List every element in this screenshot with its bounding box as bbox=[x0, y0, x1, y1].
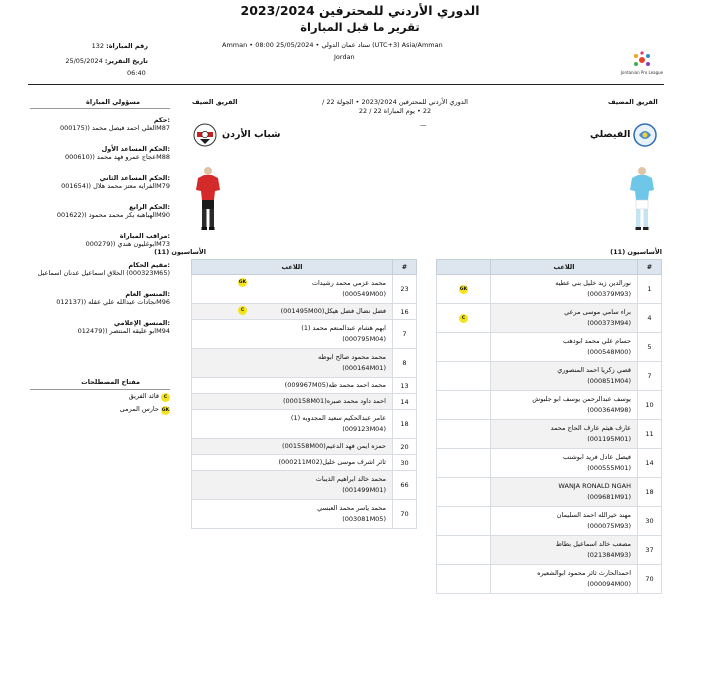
official-role: الحكم الرابع: bbox=[129, 203, 170, 211]
away-label: الفريق الضيف bbox=[192, 98, 238, 106]
player-row bbox=[192, 349, 417, 378]
player-name-cell bbox=[491, 391, 638, 420]
player-number: 14 bbox=[638, 449, 662, 478]
player-number: 37 bbox=[638, 536, 662, 565]
player-name: محمد ياسر محمد العبسي bbox=[317, 504, 386, 512]
player-name: حسام علي محمد ابوذهب bbox=[563, 337, 631, 345]
legend-item-goalkeeper bbox=[100, 405, 170, 418]
player-row bbox=[437, 536, 662, 565]
away-num-col-header: # bbox=[393, 260, 417, 275]
player-row bbox=[437, 391, 662, 420]
player-name-cell bbox=[491, 565, 638, 594]
away-roster-header bbox=[192, 260, 417, 275]
player-code: (000364M98) bbox=[587, 406, 631, 414]
player-name: فضل نضال فضل هيكل(001495M00) bbox=[280, 307, 386, 315]
player-code: (001499M01) bbox=[342, 486, 386, 494]
player-row bbox=[192, 320, 417, 349]
player-name: محمد احمد محمد طه(009967M05) bbox=[284, 381, 386, 389]
league-logo-text: Jordanian Pro League bbox=[620, 70, 664, 75]
report-time: 06:40 bbox=[127, 69, 146, 77]
report-title: الدوري الأردني للمحترفين 2023/2024 bbox=[240, 3, 480, 18]
official-item bbox=[30, 116, 170, 145]
official-name: العلي احمد فيصل محمد ((000175M87 bbox=[59, 124, 170, 132]
home-crest-icon bbox=[632, 123, 658, 147]
player-number: 16 bbox=[393, 304, 417, 320]
player-row bbox=[192, 410, 417, 439]
league-logo bbox=[620, 50, 664, 84]
legend-label-captain: قائد الفريق bbox=[128, 392, 159, 400]
player-number: 14 bbox=[393, 394, 417, 410]
legend-title: مفتاح المصطلحات bbox=[81, 378, 140, 386]
home-roster-header bbox=[437, 260, 662, 275]
player-name-cell bbox=[491, 420, 638, 449]
player-row bbox=[437, 507, 662, 536]
report-date-label: تاريخ التقرير: bbox=[104, 57, 148, 65]
player-badge-cell bbox=[437, 565, 491, 594]
player-badge-cell bbox=[437, 507, 491, 536]
player-row bbox=[192, 439, 417, 455]
player-number: 11 bbox=[638, 420, 662, 449]
player-name: محمد خالد ابراهيم الذيبات bbox=[315, 475, 386, 483]
player-number: 13 bbox=[393, 378, 417, 394]
away-crest-icon bbox=[193, 123, 217, 147]
official-role: الحكم المساعد الأول: bbox=[101, 145, 170, 153]
competition-line: الدوري الأردني للمحترفين 2023/2024 • الجولة 22 / 22 • يوم المباراة 22 / 22 bbox=[322, 98, 468, 115]
player-name-cell bbox=[192, 320, 393, 349]
player-row bbox=[192, 378, 417, 394]
player-name-cell bbox=[192, 349, 393, 378]
player-row bbox=[192, 500, 417, 529]
player-code: (000555M01) bbox=[587, 464, 631, 472]
player-badge-cell bbox=[437, 391, 491, 420]
player-row bbox=[437, 275, 662, 304]
player-name: قصي زكريا احمد المنصوري bbox=[557, 366, 631, 374]
player-name: احمد داود محمد صبره(000158M01) bbox=[282, 397, 386, 405]
player-name: ثائر اشرف موسى خليل(000211M02) bbox=[278, 458, 386, 466]
home-kit-icon bbox=[628, 166, 656, 234]
official-role: المنسق الإعلامي: bbox=[113, 319, 170, 327]
official-item bbox=[30, 290, 170, 319]
captain-badge: C bbox=[161, 393, 170, 402]
player-name-cell bbox=[491, 478, 638, 507]
kickoff: 25/05/2024 08:00 (UTC+3) Asia/Amman bbox=[255, 41, 443, 49]
player-badge-cell bbox=[437, 420, 491, 449]
home-team-name: الفيصلي bbox=[590, 129, 631, 140]
home-player-col-header: اللاعب bbox=[491, 260, 638, 275]
official-role: حكم: bbox=[153, 116, 170, 124]
player-name-cell bbox=[192, 500, 393, 529]
venue: ستاد عمان الدولي bbox=[321, 41, 371, 49]
player-number: 18 bbox=[638, 478, 662, 507]
official-role: المنسق العام: bbox=[125, 290, 170, 298]
official-name: نجادات عبدالله علي عقله ((012137M96 bbox=[56, 298, 170, 306]
player-row bbox=[192, 455, 417, 471]
officials-divider bbox=[30, 108, 170, 109]
player-code: (001195M01) bbox=[587, 435, 631, 443]
player-name: يوسف عبدالرحمن يوسف ابو جلبوش bbox=[532, 395, 631, 403]
player-badge-cell bbox=[437, 304, 491, 333]
player-row bbox=[437, 304, 662, 333]
player-name-cell bbox=[491, 449, 638, 478]
player-code: (021384M93) bbox=[587, 551, 631, 559]
header-divider bbox=[28, 84, 664, 85]
player-row bbox=[437, 478, 662, 507]
player-number: 30 bbox=[638, 507, 662, 536]
player-row bbox=[437, 333, 662, 362]
goalkeeper-badge: GK bbox=[459, 287, 468, 292]
player-code: (009123M04) bbox=[342, 425, 386, 433]
player-name: فيصل عادل فريد ابوشنب bbox=[563, 453, 631, 461]
home-lineup-label: الأساسيون (11) bbox=[610, 248, 662, 256]
player-row bbox=[192, 471, 417, 500]
away-lineup-label: الأساسيون (11) bbox=[154, 248, 206, 256]
away-roster-table bbox=[191, 259, 417, 529]
city: Amman bbox=[222, 41, 248, 49]
report-date-row bbox=[40, 57, 148, 65]
player-number: 10 bbox=[638, 391, 662, 420]
match-number-row bbox=[40, 42, 148, 50]
player-name-cell bbox=[192, 378, 393, 394]
player-code: (000549M00) bbox=[342, 290, 386, 298]
player-row bbox=[437, 565, 662, 594]
legend-item-captain bbox=[100, 392, 170, 405]
home-label: الفريق المضيف bbox=[608, 98, 658, 106]
away-team-name: شباب الأردن bbox=[222, 129, 281, 140]
player-code: (000373M94) bbox=[587, 319, 631, 327]
player-name: عارف هيثم عارف الحاج محمد bbox=[550, 424, 631, 432]
player-number: 70 bbox=[638, 565, 662, 594]
player-name: عامر عبدالحكيم سعيد المجدوبه (1) bbox=[290, 414, 386, 422]
report-date: 25/05/2024 bbox=[65, 57, 103, 65]
legend-divider bbox=[30, 389, 170, 390]
home-num-col-header: # bbox=[638, 260, 662, 275]
player-badge-cell bbox=[437, 536, 491, 565]
player-name-cell bbox=[491, 362, 638, 391]
player-name: محمد محمود صالح ابوطه bbox=[317, 353, 386, 361]
player-code: (000094M00) bbox=[587, 580, 631, 588]
match-number: 132 bbox=[91, 42, 105, 50]
player-name: WANJA RONALD NGAH bbox=[558, 482, 631, 490]
player-name-cell bbox=[491, 304, 638, 333]
player-name-cell bbox=[192, 410, 393, 439]
player-name-cell bbox=[192, 471, 393, 500]
player-code: (000548M00) bbox=[587, 348, 631, 356]
official-role: مقيم الحكام: bbox=[128, 261, 170, 269]
match-number-label: رقم المباراة: bbox=[106, 42, 148, 50]
legend-list bbox=[100, 392, 170, 418]
player-name: مهند خيرالله احمد السليمان bbox=[556, 511, 631, 519]
player-number: 20 bbox=[393, 439, 417, 455]
player-number: 70 bbox=[393, 500, 417, 529]
score: — bbox=[420, 121, 427, 129]
player-name: ابهم هشام عبدالمنعم محمد (1) bbox=[301, 324, 386, 332]
official-name: ابو عليقه المنتصر ((012479M94 bbox=[77, 327, 170, 335]
player-code: (000379M93) bbox=[587, 290, 631, 298]
official-name: الفرايه معتز محمد هلال ((001654M79 bbox=[61, 182, 170, 190]
player-badge-cell bbox=[437, 275, 491, 304]
player-badge-cell bbox=[437, 478, 491, 507]
goalkeeper-badge: GK bbox=[238, 280, 247, 285]
player-name-cell bbox=[491, 275, 638, 304]
official-name: ابوغليون هندي ((000279M73 bbox=[85, 240, 170, 248]
player-row bbox=[437, 362, 662, 391]
player-number: 4 bbox=[638, 304, 662, 333]
player-name-cell bbox=[192, 394, 393, 410]
legend-label-goalkeeper: حارس المرمى bbox=[119, 405, 159, 413]
player-name-cell bbox=[491, 536, 638, 565]
official-name: عجاج عمرو فهد محمد ((000610M88 bbox=[64, 153, 170, 161]
player-name-cell bbox=[192, 455, 393, 471]
player-number: 7 bbox=[638, 362, 662, 391]
goalkeeper-badge: GK bbox=[161, 408, 170, 413]
official-role: مراقب المباراة: bbox=[119, 232, 170, 240]
home-badge-col-header bbox=[437, 260, 491, 275]
player-code: (000795M04) bbox=[342, 335, 386, 343]
player-number: 30 bbox=[393, 455, 417, 471]
player-name: محمد عزمي محمد رشيدات bbox=[311, 279, 386, 287]
official-item bbox=[30, 261, 170, 290]
official-name: الهباهبه بكر محمد محمود ((001622M90 bbox=[56, 211, 170, 219]
player-number: 8 bbox=[393, 349, 417, 378]
player-badge-cell bbox=[437, 362, 491, 391]
player-row bbox=[192, 275, 417, 304]
player-number: 5 bbox=[638, 333, 662, 362]
player-name-cell bbox=[491, 507, 638, 536]
player-number: 18 bbox=[393, 410, 417, 439]
officials-list bbox=[30, 116, 170, 348]
official-item bbox=[30, 203, 170, 232]
player-row bbox=[192, 394, 417, 410]
officials-title: مسؤولي المباراة bbox=[86, 98, 140, 106]
player-badge-cell bbox=[437, 333, 491, 362]
player-name-cell bbox=[192, 439, 393, 455]
player-name: نورالدين زيد خليل بني عطيه bbox=[555, 279, 631, 287]
player-code: (009681M91) bbox=[587, 493, 631, 501]
player-code: (000851M04) bbox=[587, 377, 631, 385]
official-item bbox=[30, 174, 170, 203]
player-code: (000075M93) bbox=[587, 522, 631, 530]
official-role: الحكم المساعد الثاني: bbox=[99, 174, 170, 182]
official-item bbox=[30, 145, 170, 174]
kickoff-venue-row: Amman • ستاد عمان الدولي • 25/05/2024 08:00 (UTC+3) Asia/Amman bbox=[222, 41, 443, 49]
official-item bbox=[30, 319, 170, 348]
official-name: الحلاق اسماعيل عدنان اسماعيل (000323M65) bbox=[37, 269, 170, 277]
away-kit-icon bbox=[194, 166, 222, 234]
player-number: 7 bbox=[393, 320, 417, 349]
captain-badge: C bbox=[238, 306, 247, 315]
captain-badge: C bbox=[459, 314, 468, 323]
player-number: 66 bbox=[393, 471, 417, 500]
player-name-cell bbox=[491, 333, 638, 362]
player-badge-cell bbox=[437, 449, 491, 478]
player-code: (003081M05) bbox=[342, 515, 386, 523]
player-name: احمدالحارث ثائر محمود ابوالشعيره bbox=[537, 569, 631, 577]
player-name: مصعب خالد اسماعيل بطاط bbox=[555, 540, 631, 548]
away-player-col-header: اللاعب bbox=[192, 260, 393, 275]
country: Jordan bbox=[334, 53, 355, 61]
league-logo-icon bbox=[631, 50, 653, 70]
player-number: 23 bbox=[393, 275, 417, 304]
player-number: 1 bbox=[638, 275, 662, 304]
player-name-cell bbox=[192, 275, 393, 304]
player-name: براء سامي موسى مرعي bbox=[564, 308, 631, 316]
player-row bbox=[437, 420, 662, 449]
home-roster-table bbox=[436, 259, 662, 594]
player-name: حمزه ايمن فهد الدعيم(001558M00) bbox=[282, 442, 386, 450]
player-row bbox=[437, 449, 662, 478]
player-row bbox=[192, 304, 417, 320]
player-code: (000164M01) bbox=[342, 364, 386, 372]
report-subtitle: تقرير ما قبل المباراة bbox=[300, 20, 420, 34]
player-name-cell bbox=[192, 304, 393, 320]
official-item bbox=[30, 232, 170, 261]
